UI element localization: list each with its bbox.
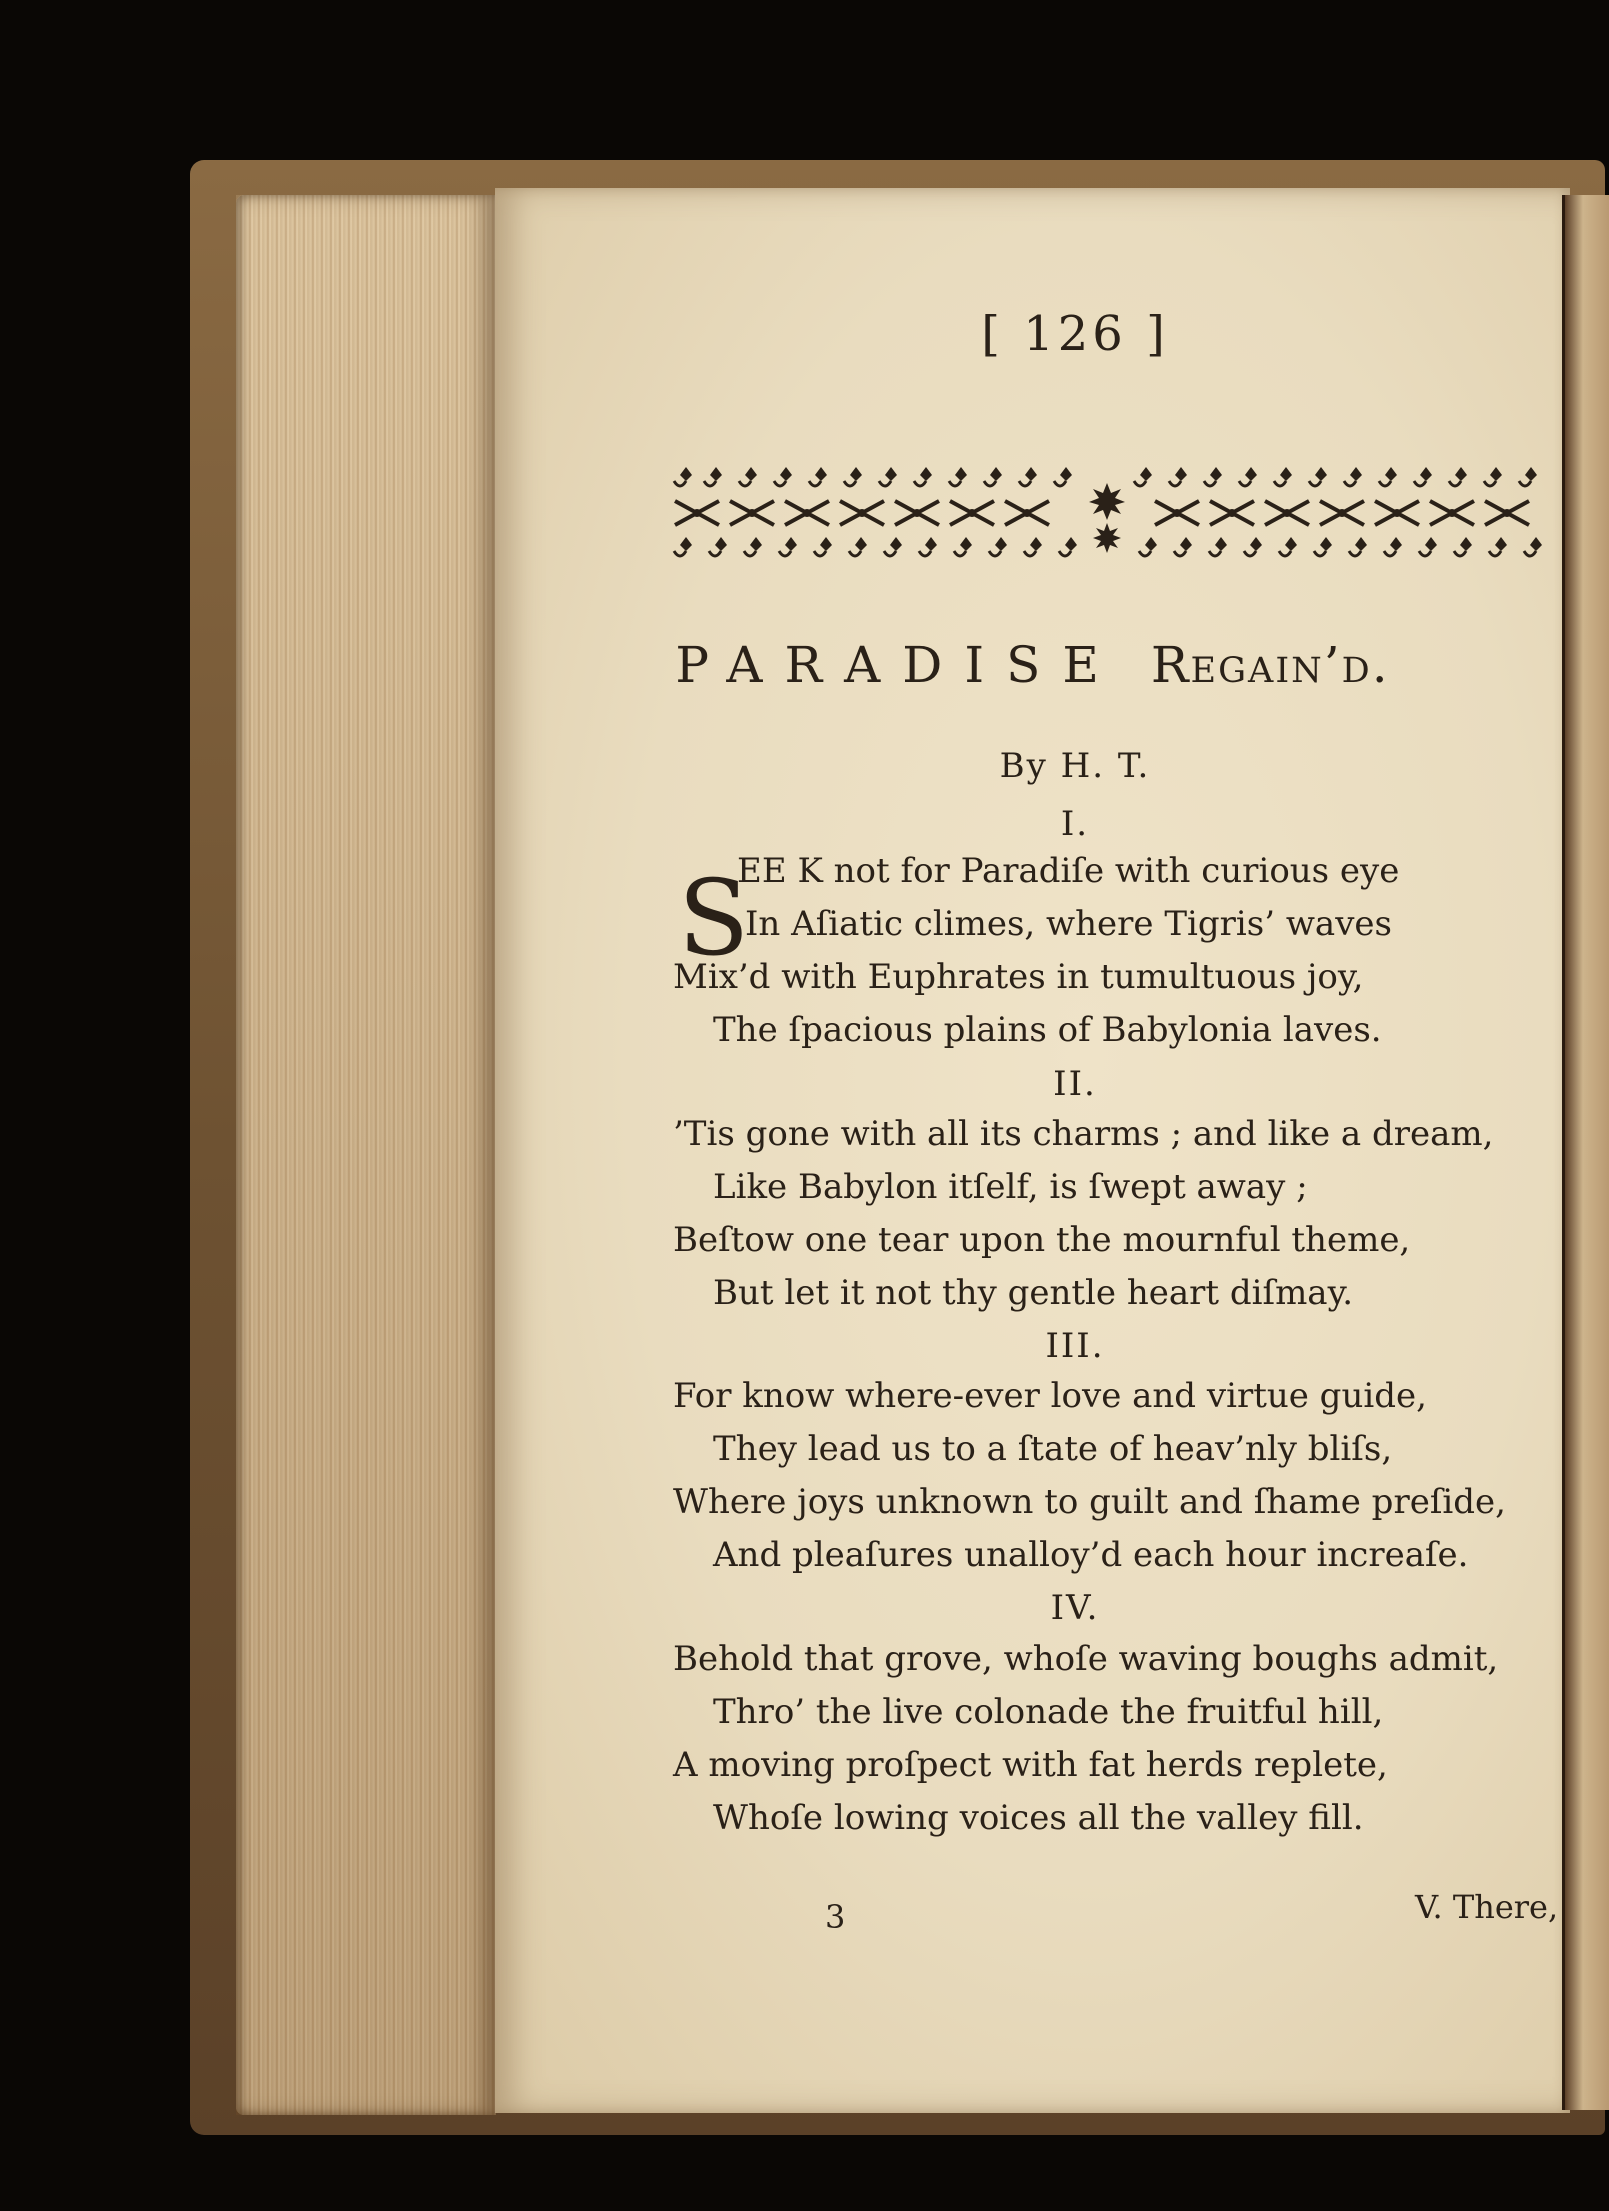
author-byline: By H. T. [999,746,1151,786]
verse-line: EE K not for Paradiſe with curious eye [737,851,1400,891]
verse-line: The ſpacious plains of Babylonia laves. [713,1010,1382,1050]
stanza-1-lines [737,845,1609,951]
verse-line: And pleaſures unalloy’d each hour increaſe. [713,1535,1469,1575]
verse-line: Beſtow one tear upon the mournful theme, [673,1220,1411,1260]
verse-line: Thro’ the live colonade the fruitful hill, [713,1692,1384,1732]
title-regaind: Regain’d. [1150,636,1390,694]
poem-title [495,636,1570,694]
stanza-numeral: III. [1045,1326,1105,1366]
title-paradise: PARADISE [675,636,1121,694]
floral-printers-ornament-icon [670,463,1545,563]
signature-mark: 3 [825,1898,846,1936]
verse-line: Behold that grove, whoſe waving boughs admit, [673,1639,1499,1679]
stanza-numeral: IV. [1050,1588,1100,1628]
stanza-3-lines [673,1370,1609,1582]
stanza-1-lines-cont [673,951,1609,1057]
verse-line: ’Tis gone with all its charms ; and like a dream, [673,1114,1494,1154]
page-edges [236,195,496,2115]
verse-line: Mix’d with Euphrates in tumultuous joy, [673,957,1364,997]
catchword: V. There, [1415,1888,1559,1926]
verse-line: But let it not thy gentle heart diſmay. [713,1273,1354,1313]
stanza-4 [495,1582,1570,1635]
stanza-2-lines [673,1108,1609,1320]
verse-line: A moving proſpect with fat herds replete, [673,1745,1388,1785]
stanza-2 [495,1058,1570,1111]
page-content [495,188,1570,2113]
drop-cap: S [678,857,750,979]
verse-line: They lead us to a ſtate of heav’nly bliſs, [713,1429,1393,1469]
verse-line: For know where-ever love and virtue guide, [673,1376,1427,1416]
verse-line: Where joys unknown to guilt and ſhame preſide, [673,1482,1506,1522]
stanza-1 [495,798,1570,851]
stanza-4-lines [673,1633,1609,1845]
stanza-numeral: I. [1060,804,1090,844]
verse-line: In Aſiatic climes, where Tigris’ waves [745,904,1392,944]
stanza-3 [495,1320,1570,1373]
verse-line: Whoſe lowing voices all the valley fill. [713,1798,1364,1838]
verse-line: Like Babylon itſelf, is ſwept away ; [713,1167,1308,1207]
stanza-numeral: II. [1053,1064,1097,1104]
page-number: [ 126 ] [981,306,1169,362]
